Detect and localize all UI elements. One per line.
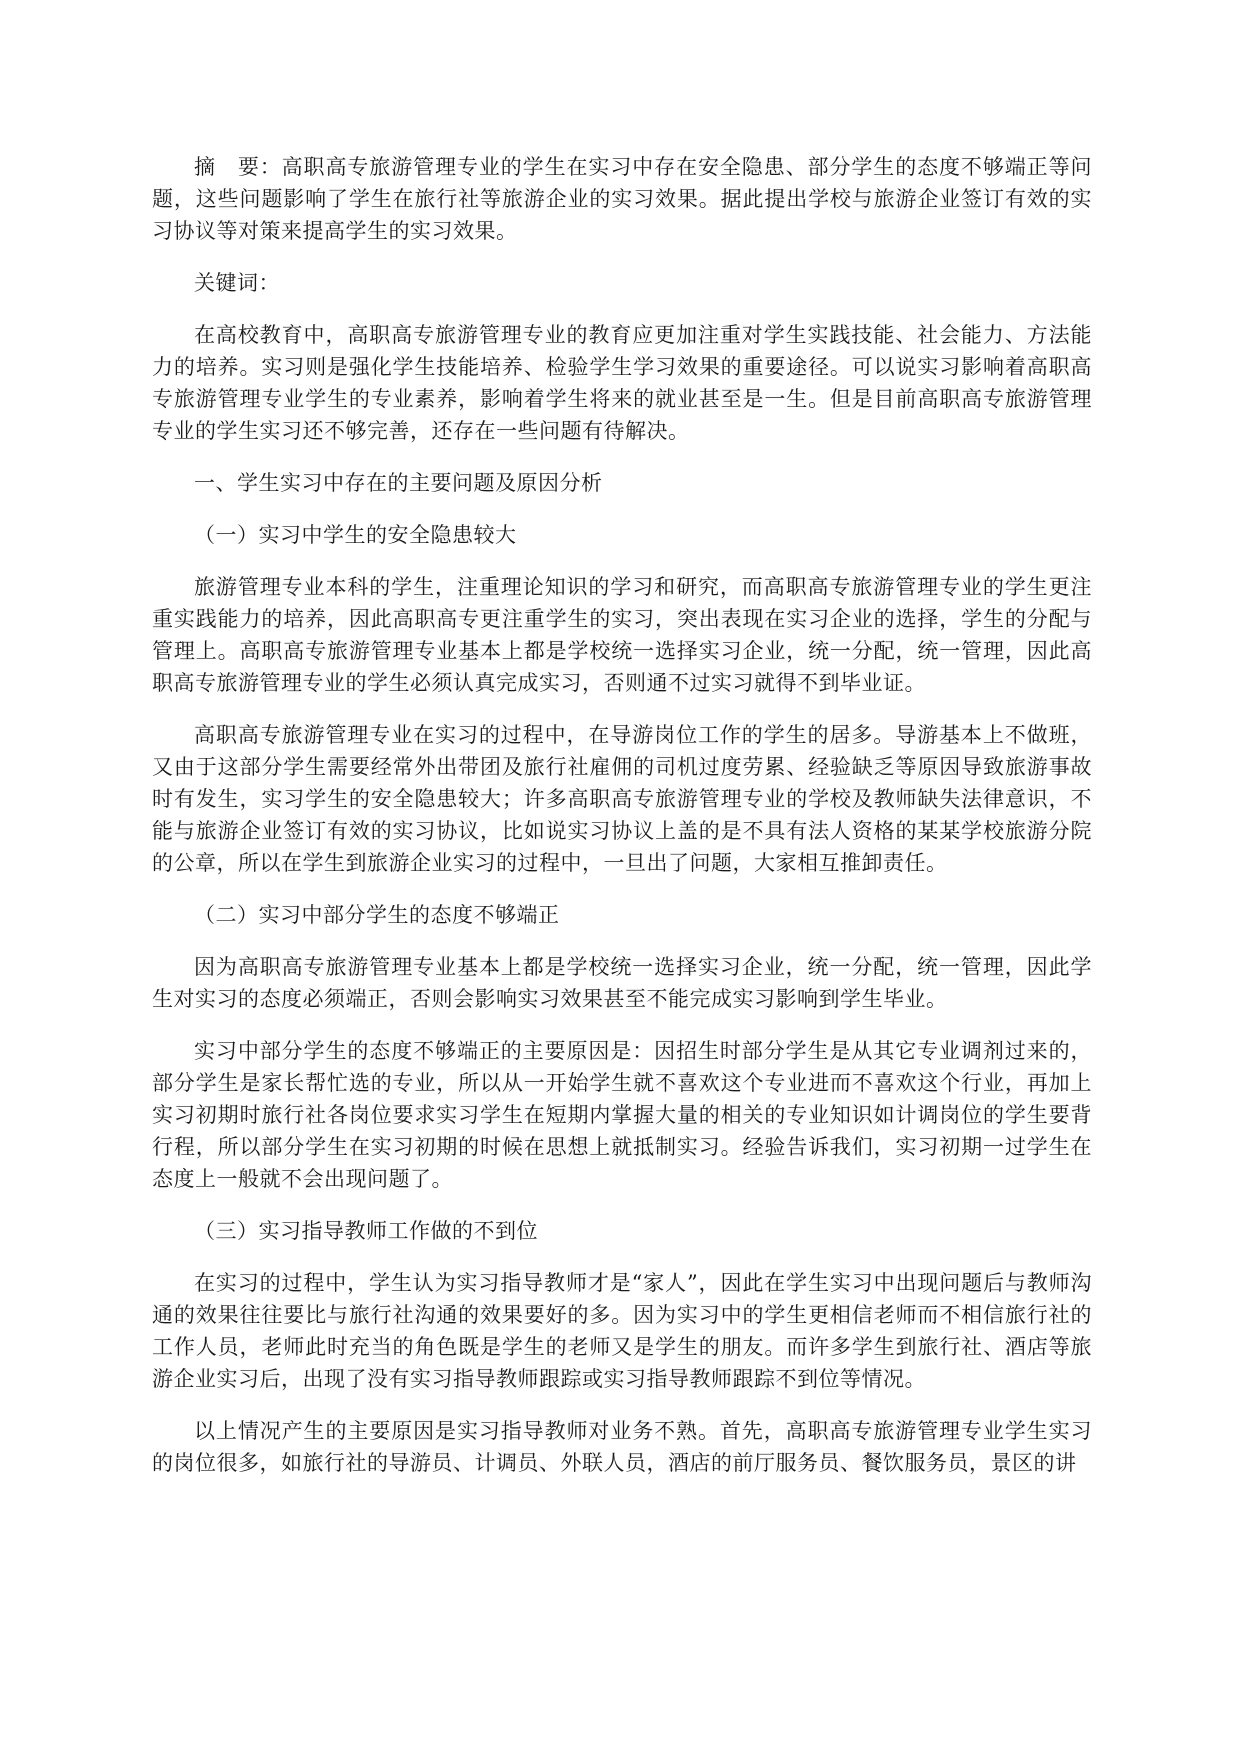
section-heading-1: 一、学生实习中存在的主要问题及原因分析 xyxy=(194,471,603,495)
body-paragraph: 旅游管理专业本科的学生，注重理论知识的学习和研究，而高职高专旅游管理专业的学生更注重实践能力的培养，因此高职高专更注重学生的实习，突出表现在实习企业的选择，学生的分配与管理上。高职高专旅游管理专业基本上都是学校统一选择实习企业，统一分配，统一管理，因此高职高专旅游管理专业的学生必须认真完成实习，否则通不过实习就得不到毕业证。 xyxy=(152,575,1092,695)
body-paragraph: 因为高职高专旅游管理专业基本上都是学校统一选择实习企业，统一分配，统一管理，因此学生对实习的态度必须端正，否则会影响实习效果甚至不能完成实习影响到学生毕业。 xyxy=(152,955,1092,1011)
document-page xyxy=(152,151,1092,1499)
body-paragraph: 以上情况产生的主要原因是实习指导教师对业务不熟。首先，高职高专旅游管理专业学生实习的岗位很多，如旅行社的导游员、计调员、外联人员，酒店的前厅服务员、餐饮服务员，景区的讲 xyxy=(152,1419,1092,1475)
body-paragraph: 高职高专旅游管理专业在实习的过程中，在导游岗位工作的学生的居多。导游基本上不做班，又由于这部分学生需要经常外出带团及旅行社雇佣的司机过度劳累、经验缺乏等原因导致旅游事故时有发生，实习学生的安全隐患较大；许多高职高专旅游管理专业的学校及教师缺失法律意识，不能与旅游企业签订有效的实习协议，比如说实习协议上盖的是不具有法人资格的某某学校旅游分院的公章，所以在学生到旅游企业实习的过程中，一旦出了问题，大家相互推卸责任。 xyxy=(152,723,1092,875)
body-paragraph: 在实习的过程中，学生认为实习指导教师才是“家人”，因此在学生实习中出现问题后与教师沟通的效果往往要比与旅行社沟通的效果要好的多。因为实习中的学生更相信老师而不相信旅行社的工作人员，老师此时充当的角色既是学生的老师又是学生的朋友。而许多学生到旅行社、酒店等旅游企业实习后，出现了没有实习指导教师跟踪或实习指导教师跟踪不到位等情况。 xyxy=(152,1271,1092,1391)
intro-paragraph: 在高校教育中，高职高专旅游管理专业的教育应更加注重对学生实践技能、社会能力、方法能力的培养。实习则是强化学生技能培养、检验学生学习效果的重要途径。可以说实习影响着高职高专旅游管理专业学生的专业素养，影响着学生将来的就业甚至是一生。但是目前高职高专旅游管理专业的学生实习还不够完善，还存在一些问题有待解决。 xyxy=(152,323,1092,443)
subsection-heading-3: （三）实习指导教师工作做的不到位 xyxy=(194,1219,538,1243)
body-paragraph: 实习中部分学生的态度不够端正的主要原因是：因招生时部分学生是从其它专业调剂过来的，部分学生是家长帮忙选的专业，所以从一开始学生就不喜欢这个专业进而不喜欢这个行业，再加上实习初期时旅行社各岗位要求实习学生在短期内掌握大量的相关的专业知识如计调岗位的学生要背行程，所以部分学生在实习初期的时候在思想上就抵制实习。经验告诉我们，实习初期一过学生在态度上一般就不会出现问题了。 xyxy=(152,1039,1092,1191)
subsection-heading-1: （一）实习中学生的安全隐患较大 xyxy=(194,523,517,547)
keywords-line: 关键词： xyxy=(194,271,280,295)
abstract-paragraph: 摘 要：高职高专旅游管理专业的学生在实习中存在安全隐患、部分学生的态度不够端正等问题，这些问题影响了学生在旅行社等旅游企业的实习效果。据此提出学校与旅游企业签订有效的实习协议等对策来提高学生的实习效果。 xyxy=(152,155,1092,243)
subsection-heading-2: （二）实习中部分学生的态度不够端正 xyxy=(194,903,560,927)
